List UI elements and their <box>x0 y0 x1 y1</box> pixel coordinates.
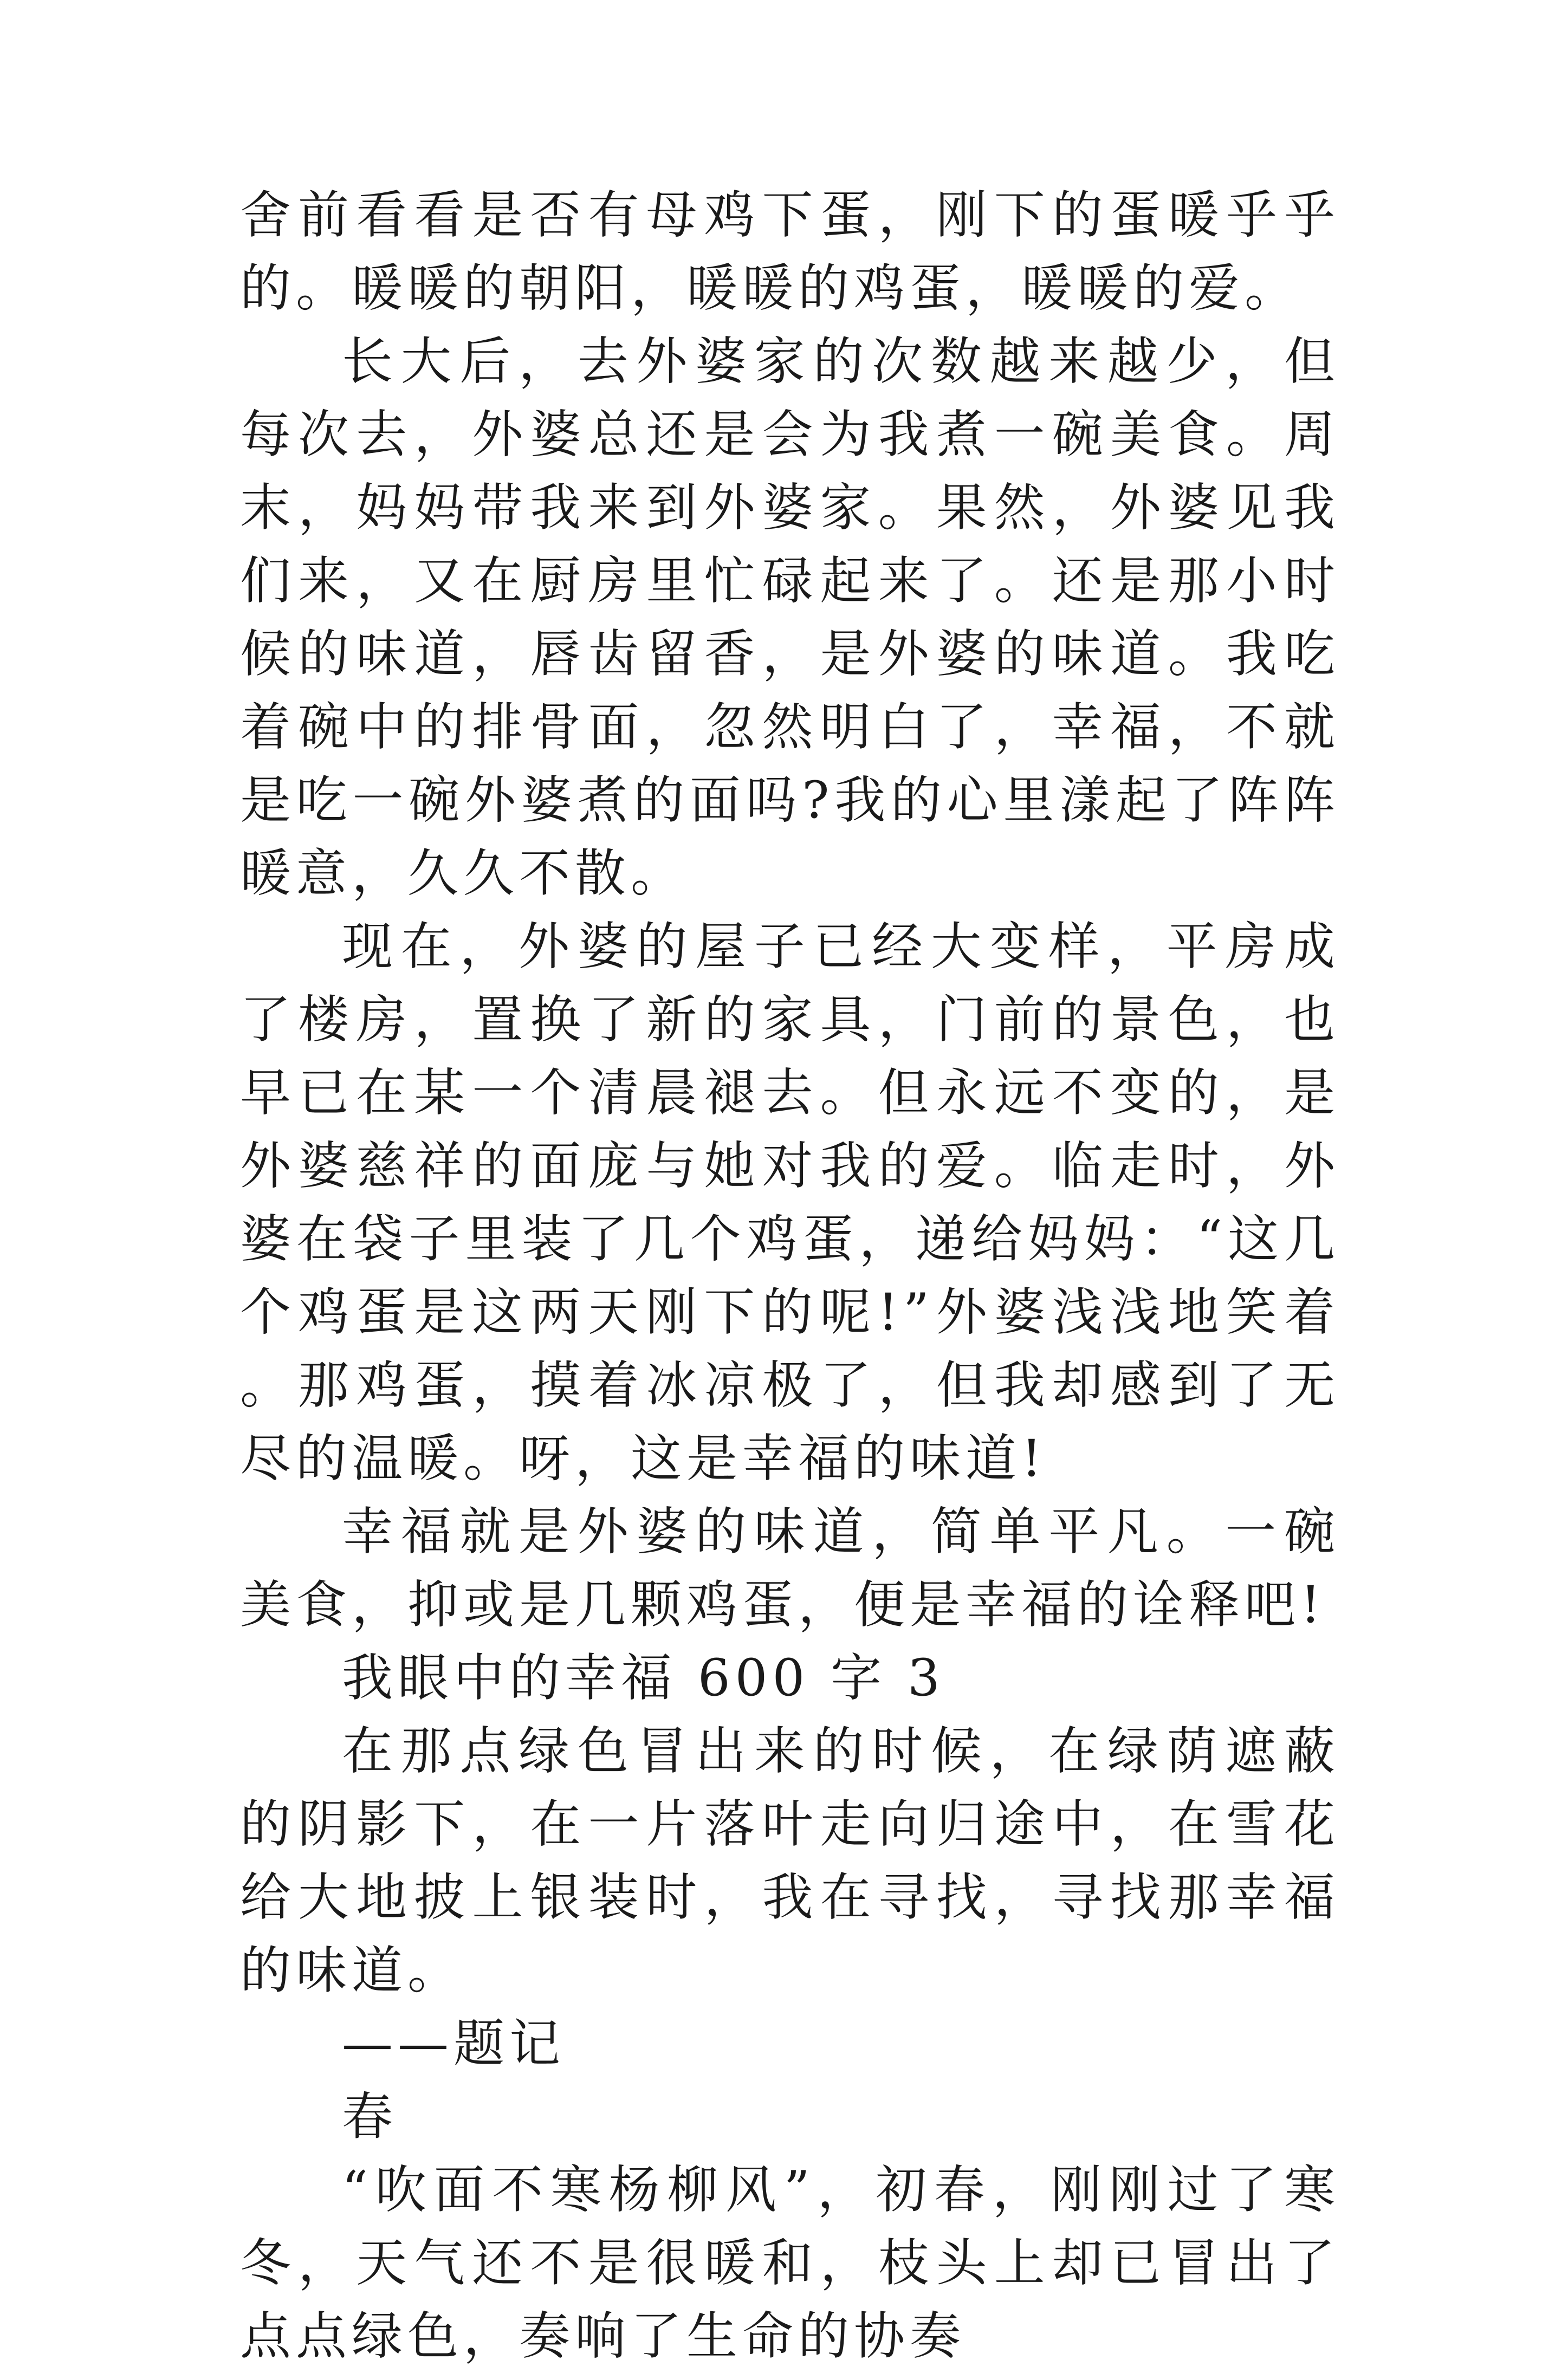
paragraph: 长大后，去外婆家的次数越来越少，但每次去，外婆总还是会为我煮一碗美食。周末，妈妈带我来到外婆家。果然，外婆见我们来，又在厨房里忙碌起来了。还是那小时候的味道，唇齿留香，是外婆的味道。我吃着碗中的排骨面，忽然明白了，幸福，不就是吃一碗外婆煮的面吗?我的心里漾起了阵阵暖意，久久不散。 <box>240 332 1340 903</box>
season-heading: 春 <box>342 2087 398 2147</box>
paragraph: 幸福就是外婆的味道，简单平凡。一碗美食，抑或是几颗鸡蛋，便是幸福的诠释吧! <box>240 1502 1340 1635</box>
paragraph: 现在，外婆的屋子已经大变样，平房成了楼房，置换了新的家具，门前的景色，也早已在某一个清晨褪去。但永远不变的，是外婆慈祥的面庞与她对我的爱。临走时，外婆在袋子里装了几个鸡蛋，递给妈妈：“这几个鸡蛋是这两天刚下的呢!”外婆浅浅地笑着。那鸡蛋，摸着冰凉极了，但我却感到了无尽的温暖。呀，这是幸福的味道! <box>240 917 1340 1488</box>
document-body <box>240 179 1340 2373</box>
paragraph: 在那点绿色冒出来的时候，在绿荫遮蔽的阴影下，在一片落叶走向归途中，在雪花给大地披上银装时，我在寻找，寻找那幸福的味道。 <box>240 1722 1340 2000</box>
paragraph: 舍前看看是否有母鸡下蛋，刚下的蛋暖乎乎的。暖暖的朝阳，暖暖的鸡蛋，暖暖的爱。 <box>240 186 1340 318</box>
epigraph-attribution: ——题记 <box>342 2014 566 2073</box>
paragraph: “吹面不寒杨柳风”，初春，刚刚过了寒冬，天气还不是很暖和，枝头上却已冒出了点点绿色，奏响了生命的协奏 <box>240 2161 1340 2366</box>
section-heading: 我眼中的幸福 600 字 3 <box>342 1649 945 1708</box>
